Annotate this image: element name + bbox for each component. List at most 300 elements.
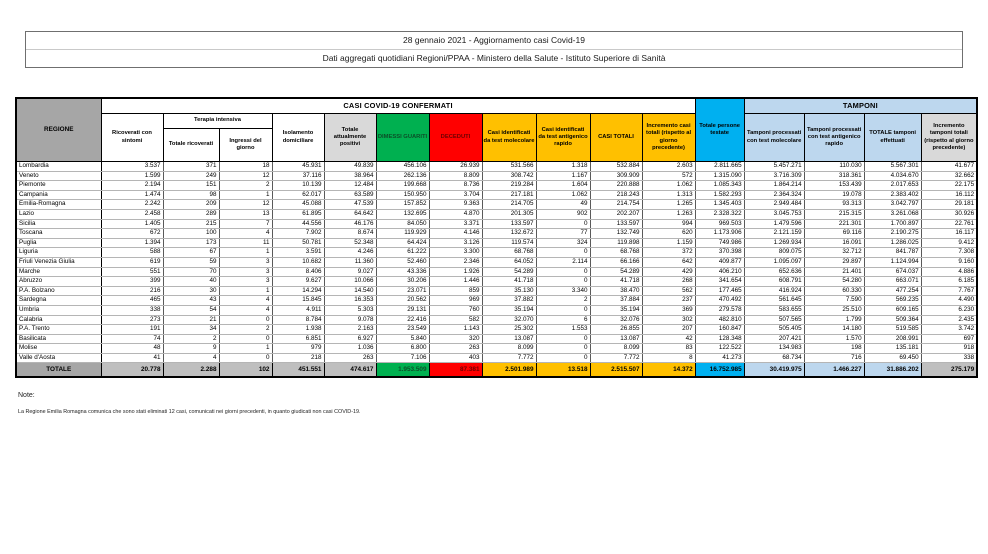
header-attualmente-positivi: Totale attualmente positivi bbox=[324, 114, 376, 162]
value-cell: 302 bbox=[642, 315, 695, 325]
region-name-cell: Liguria bbox=[16, 248, 101, 258]
value-cell: 32.662 bbox=[921, 171, 977, 181]
value-cell: 672 bbox=[101, 229, 163, 239]
value-cell: 1.570 bbox=[804, 334, 864, 344]
value-cell: 1.405 bbox=[101, 219, 163, 229]
value-cell: 652.636 bbox=[744, 267, 804, 277]
value-cell: 969.503 bbox=[695, 219, 744, 229]
value-cell: 0 bbox=[219, 315, 272, 325]
value-cell: 25.510 bbox=[804, 305, 864, 315]
covid-data-table bbox=[15, 97, 978, 378]
value-cell: 32.070 bbox=[482, 315, 536, 325]
header-incremento-casi: Incremento casi totali (rispetto al giorno precedente) bbox=[642, 114, 695, 162]
totale-cell: 1.953.509 bbox=[376, 363, 429, 378]
value-cell: 2 bbox=[219, 181, 272, 191]
value-cell: 2.114 bbox=[536, 257, 590, 267]
value-cell: 50.781 bbox=[272, 238, 324, 248]
value-cell: 588 bbox=[101, 248, 163, 258]
value-cell: 470.492 bbox=[695, 296, 744, 306]
value-cell: 4.146 bbox=[429, 229, 482, 239]
value-cell: 994 bbox=[642, 219, 695, 229]
value-cell: 22.761 bbox=[921, 219, 977, 229]
note-body: La Regione Emilia Romagna comunica che sono stati eliminati 12 casi, comunicati nei giorni precedenti, in quanto giudicati non casi COVID-19. bbox=[18, 409, 361, 416]
value-cell: 26.939 bbox=[429, 162, 482, 172]
value-cell: 133.597 bbox=[590, 219, 642, 229]
value-cell: 10.139 bbox=[272, 181, 324, 191]
value-cell: 23.549 bbox=[376, 325, 429, 335]
value-cell: 859 bbox=[429, 286, 482, 296]
value-cell: 1.938 bbox=[272, 325, 324, 335]
header-deceduti: DECEDUTI bbox=[429, 114, 482, 162]
value-cell: 8.784 bbox=[272, 315, 324, 325]
table-header bbox=[16, 98, 977, 162]
header-incremento-tamponi: Incremento tamponi totali (rispetto al giorno precedente) bbox=[921, 114, 977, 162]
totale-cell: 2.501.989 bbox=[482, 363, 536, 378]
value-cell: 674.037 bbox=[864, 267, 921, 277]
value-cell: 289 bbox=[163, 209, 219, 219]
totale-cell: 2.515.507 bbox=[590, 363, 642, 378]
header-isolamento: Isolamento domiciliare bbox=[272, 114, 324, 162]
value-cell: 14.294 bbox=[272, 286, 324, 296]
banner-tamponi: TAMPONI bbox=[744, 98, 977, 114]
totale-cell: 474.617 bbox=[324, 363, 376, 378]
value-cell: 0 bbox=[536, 305, 590, 315]
value-cell: 25.302 bbox=[482, 325, 536, 335]
value-cell: 2.603 bbox=[642, 162, 695, 172]
value-cell: 2 bbox=[536, 296, 590, 306]
value-cell: 37.882 bbox=[482, 296, 536, 306]
region-name-cell: Puglia bbox=[16, 238, 101, 248]
value-cell: 1.173.906 bbox=[695, 229, 744, 239]
value-cell: 44.556 bbox=[272, 219, 324, 229]
value-cell: 12 bbox=[219, 171, 272, 181]
value-cell: 41 bbox=[101, 353, 163, 363]
value-cell: 47.539 bbox=[324, 200, 376, 210]
value-cell: 29.181 bbox=[921, 200, 977, 210]
table-row bbox=[16, 286, 977, 296]
value-cell: 582 bbox=[429, 315, 482, 325]
value-cell: 3.716.309 bbox=[744, 171, 804, 181]
value-cell: 1.318 bbox=[536, 162, 590, 172]
value-cell: 608.791 bbox=[744, 277, 804, 287]
value-cell: 218.243 bbox=[590, 190, 642, 200]
value-cell: 199.668 bbox=[376, 181, 429, 191]
table-row bbox=[16, 267, 977, 277]
value-cell: 215.315 bbox=[804, 209, 864, 219]
value-cell: 54 bbox=[163, 305, 219, 315]
header-casi-totali: CASI TOTALI bbox=[590, 114, 642, 162]
value-cell: 4 bbox=[163, 353, 219, 363]
value-cell: 16.112 bbox=[921, 190, 977, 200]
value-cell: 429 bbox=[642, 267, 695, 277]
value-cell: 22.175 bbox=[921, 181, 977, 191]
value-cell: 26.855 bbox=[590, 325, 642, 335]
totale-cell: 13.518 bbox=[536, 363, 590, 378]
table-footer bbox=[16, 363, 977, 378]
value-cell: 93.313 bbox=[804, 200, 864, 210]
value-cell: 263 bbox=[324, 353, 376, 363]
value-cell: 202.207 bbox=[590, 209, 642, 219]
value-cell: 1.036 bbox=[324, 344, 376, 354]
value-cell: 1.926 bbox=[429, 267, 482, 277]
header-ti-totale: Totale ricoverati bbox=[163, 129, 219, 162]
totale-cell: 87.381 bbox=[429, 363, 482, 378]
header-persone-testate: Totale persone testate bbox=[695, 98, 744, 162]
value-cell: 583.655 bbox=[744, 305, 804, 315]
value-cell: 207.421 bbox=[744, 334, 804, 344]
table-row bbox=[16, 277, 977, 287]
value-cell: 338 bbox=[101, 305, 163, 315]
value-cell: 6.230 bbox=[921, 305, 977, 315]
table-row bbox=[16, 229, 977, 239]
table-row bbox=[16, 315, 977, 325]
value-cell: 54.280 bbox=[804, 277, 864, 287]
value-cell: 0 bbox=[536, 334, 590, 344]
value-cell: 237 bbox=[642, 296, 695, 306]
value-cell: 1.599 bbox=[101, 171, 163, 181]
value-cell: 0 bbox=[219, 334, 272, 344]
table-row bbox=[16, 296, 977, 306]
value-cell: 409.877 bbox=[695, 257, 744, 267]
value-cell: 279.578 bbox=[695, 305, 744, 315]
value-cell: 5.457.271 bbox=[744, 162, 804, 172]
value-cell: 215 bbox=[163, 219, 219, 229]
value-cell: 9 bbox=[163, 344, 219, 354]
value-cell: 3.742 bbox=[921, 325, 977, 335]
region-name-cell: Sardegna bbox=[16, 296, 101, 306]
value-cell: 1 bbox=[219, 286, 272, 296]
table-row bbox=[16, 248, 977, 258]
value-cell: 697 bbox=[921, 334, 977, 344]
value-cell: 320 bbox=[429, 334, 482, 344]
value-cell: 66.166 bbox=[590, 257, 642, 267]
region-name-cell: Veneto bbox=[16, 171, 101, 181]
table-row bbox=[16, 344, 977, 354]
value-cell: 5.840 bbox=[376, 334, 429, 344]
totale-cell: 20.778 bbox=[101, 363, 163, 378]
value-cell: 902 bbox=[536, 209, 590, 219]
value-cell: 68.768 bbox=[482, 248, 536, 258]
value-cell: 98 bbox=[163, 190, 219, 200]
value-cell: 2.383.402 bbox=[864, 190, 921, 200]
value-cell: 509.364 bbox=[864, 315, 921, 325]
value-cell: 1.062 bbox=[642, 181, 695, 191]
value-cell: 7.772 bbox=[482, 353, 536, 363]
value-cell: 309.909 bbox=[590, 171, 642, 181]
value-cell: 122.522 bbox=[695, 344, 744, 354]
header-dimessi-guariti: DIMESSI GUARITI bbox=[376, 114, 429, 162]
value-cell: 49.839 bbox=[324, 162, 376, 172]
value-cell: 324 bbox=[536, 238, 590, 248]
region-name-cell: Abruzzo bbox=[16, 277, 101, 287]
value-cell: 1.446 bbox=[429, 277, 482, 287]
value-cell: 3 bbox=[219, 277, 272, 287]
value-cell: 132.672 bbox=[482, 229, 536, 239]
value-cell: 32.076 bbox=[590, 315, 642, 325]
totale-cell: 16.752.985 bbox=[695, 363, 744, 378]
value-cell: 532.884 bbox=[590, 162, 642, 172]
value-cell: 716 bbox=[804, 353, 864, 363]
value-cell: 14.180 bbox=[804, 325, 864, 335]
value-cell: 1.799 bbox=[804, 315, 864, 325]
value-cell: 77 bbox=[536, 229, 590, 239]
value-cell: 5.303 bbox=[324, 305, 376, 315]
value-cell: 0 bbox=[536, 219, 590, 229]
value-cell: 370.398 bbox=[695, 248, 744, 258]
value-cell: 0 bbox=[536, 277, 590, 287]
value-cell: 0 bbox=[536, 267, 590, 277]
value-cell: 54.289 bbox=[482, 267, 536, 277]
value-cell: 29.131 bbox=[376, 305, 429, 315]
value-cell: 0 bbox=[219, 353, 272, 363]
table-body bbox=[16, 162, 977, 363]
value-cell: 416.924 bbox=[744, 286, 804, 296]
value-cell: 519.585 bbox=[864, 325, 921, 335]
value-cell: 21.401 bbox=[804, 267, 864, 277]
region-name-cell: Lombardia bbox=[16, 162, 101, 172]
value-cell: 3.537 bbox=[101, 162, 163, 172]
value-cell: 2.458 bbox=[101, 209, 163, 219]
value-cell: 1.124.994 bbox=[864, 257, 921, 267]
value-cell: 1.582.293 bbox=[695, 190, 744, 200]
value-cell: 64.424 bbox=[376, 238, 429, 248]
value-cell: 3.042.797 bbox=[864, 200, 921, 210]
value-cell: 979 bbox=[272, 344, 324, 354]
value-cell: 119.929 bbox=[376, 229, 429, 239]
value-cell: 16.117 bbox=[921, 229, 977, 239]
value-cell: 10.682 bbox=[272, 257, 324, 267]
value-cell: 760 bbox=[429, 305, 482, 315]
value-cell: 9.027 bbox=[324, 267, 376, 277]
value-cell: 67 bbox=[163, 248, 219, 258]
value-cell: 841.787 bbox=[864, 248, 921, 258]
value-cell: 809.075 bbox=[744, 248, 804, 258]
value-cell: 135.181 bbox=[864, 344, 921, 354]
value-cell: 8.674 bbox=[324, 229, 376, 239]
value-cell: 0 bbox=[536, 248, 590, 258]
value-cell: 221.301 bbox=[804, 219, 864, 229]
value-cell: 160.847 bbox=[695, 325, 744, 335]
value-cell: 119.898 bbox=[590, 238, 642, 248]
value-cell: 84.050 bbox=[376, 219, 429, 229]
value-cell: 42 bbox=[642, 334, 695, 344]
value-cell: 32.712 bbox=[804, 248, 864, 258]
table-row bbox=[16, 325, 977, 335]
value-cell: 3.261.068 bbox=[864, 209, 921, 219]
value-cell: 3 bbox=[219, 267, 272, 277]
report-title-box bbox=[25, 31, 963, 68]
value-cell: 18 bbox=[219, 162, 272, 172]
value-cell: 505.405 bbox=[744, 325, 804, 335]
value-cell: 68.734 bbox=[744, 353, 804, 363]
value-cell: 3.591 bbox=[272, 248, 324, 258]
value-cell: 61.895 bbox=[272, 209, 324, 219]
value-cell: 43 bbox=[163, 296, 219, 306]
value-cell: 5.567.301 bbox=[864, 162, 921, 172]
value-cell: 7.767 bbox=[921, 286, 977, 296]
value-cell: 620 bbox=[642, 229, 695, 239]
value-cell: 13 bbox=[219, 209, 272, 219]
value-cell: 7.106 bbox=[376, 353, 429, 363]
value-cell: 2.017.653 bbox=[864, 181, 921, 191]
value-cell: 132.749 bbox=[590, 229, 642, 239]
value-cell: 12.484 bbox=[324, 181, 376, 191]
value-cell: 64.052 bbox=[482, 257, 536, 267]
value-cell: 456.106 bbox=[376, 162, 429, 172]
value-cell: 110.030 bbox=[804, 162, 864, 172]
value-cell: 209 bbox=[163, 200, 219, 210]
value-cell: 38.964 bbox=[324, 171, 376, 181]
value-cell: 268 bbox=[642, 277, 695, 287]
value-cell: 1.159 bbox=[642, 238, 695, 248]
totale-label-cell: TOTALE bbox=[16, 363, 101, 378]
value-cell: 150.950 bbox=[376, 190, 429, 200]
value-cell: 507.565 bbox=[744, 315, 804, 325]
value-cell: 1.345.403 bbox=[695, 200, 744, 210]
value-cell: 477.254 bbox=[864, 286, 921, 296]
totale-cell: 102 bbox=[219, 363, 272, 378]
value-cell: 482.810 bbox=[695, 315, 744, 325]
value-cell: 49 bbox=[536, 200, 590, 210]
value-cell: 208.991 bbox=[864, 334, 921, 344]
report-title: 28 gennaio 2021 - Aggiornamento casi Covid-19 bbox=[403, 35, 585, 45]
value-cell: 45.931 bbox=[272, 162, 324, 172]
value-cell: 37.116 bbox=[272, 171, 324, 181]
value-cell: 22.416 bbox=[376, 315, 429, 325]
value-cell: 1.286.025 bbox=[864, 238, 921, 248]
region-name-cell: Piemonte bbox=[16, 181, 101, 191]
value-cell: 4.034.670 bbox=[864, 171, 921, 181]
value-cell: 4.870 bbox=[429, 209, 482, 219]
value-cell: 6.851 bbox=[272, 334, 324, 344]
totale-row bbox=[16, 363, 977, 378]
header-terapia-intensiva: Terapia intensiva bbox=[163, 114, 272, 129]
header-casi-molecolare: Casi identificati da test molecolare bbox=[482, 114, 536, 162]
value-cell: 41.718 bbox=[590, 277, 642, 287]
value-cell: 4.246 bbox=[324, 248, 376, 258]
value-cell: 52.348 bbox=[324, 238, 376, 248]
value-cell: 562 bbox=[642, 286, 695, 296]
region-name-cell: Campania bbox=[16, 190, 101, 200]
value-cell: 134.983 bbox=[744, 344, 804, 354]
value-cell: 40 bbox=[163, 277, 219, 287]
value-cell: 48 bbox=[101, 344, 163, 354]
value-cell: 43.336 bbox=[376, 267, 429, 277]
value-cell: 6.185 bbox=[921, 277, 977, 287]
value-cell: 6.800 bbox=[376, 344, 429, 354]
value-cell: 207 bbox=[642, 325, 695, 335]
value-cell: 30.926 bbox=[921, 209, 977, 219]
value-cell: 214.705 bbox=[482, 200, 536, 210]
value-cell: 1.263 bbox=[642, 209, 695, 219]
value-cell: 11.360 bbox=[324, 257, 376, 267]
value-cell: 308.742 bbox=[482, 171, 536, 181]
value-cell: 572 bbox=[642, 171, 695, 181]
value-cell: 7.902 bbox=[272, 229, 324, 239]
value-cell: 10.066 bbox=[324, 277, 376, 287]
region-name-cell: Sicilia bbox=[16, 219, 101, 229]
value-cell: 217.181 bbox=[482, 190, 536, 200]
value-cell: 2.121.159 bbox=[744, 229, 804, 239]
value-cell: 198 bbox=[804, 344, 864, 354]
header-tamponi-totale: TOTALE tamponi effettuati bbox=[864, 114, 921, 162]
value-cell: 1 bbox=[219, 248, 272, 258]
value-cell: 69.450 bbox=[864, 353, 921, 363]
value-cell: 3.371 bbox=[429, 219, 482, 229]
table-row bbox=[16, 181, 977, 191]
value-cell: 7 bbox=[219, 219, 272, 229]
value-cell: 372 bbox=[642, 248, 695, 258]
region-name-cell: P.A. Bolzano bbox=[16, 286, 101, 296]
value-cell: 41.718 bbox=[482, 277, 536, 287]
value-cell: 1 bbox=[219, 190, 272, 200]
value-cell: 4 bbox=[219, 296, 272, 306]
region-name-cell: Molise bbox=[16, 344, 101, 354]
report-subtitle: Dati aggregati quotidiani Regioni/PPAA - Ministero della Salute - Istituto Superiore di Sanità bbox=[26, 49, 962, 67]
totale-cell: 2.288 bbox=[163, 363, 219, 378]
table-row bbox=[16, 353, 977, 363]
value-cell: 15.845 bbox=[272, 296, 324, 306]
value-cell: 41.677 bbox=[921, 162, 977, 172]
region-name-cell: Calabria bbox=[16, 315, 101, 325]
value-cell: 8.736 bbox=[429, 181, 482, 191]
value-cell: 619 bbox=[101, 257, 163, 267]
value-cell: 341.654 bbox=[695, 277, 744, 287]
value-cell: 70 bbox=[163, 267, 219, 277]
region-name-cell: Lazio bbox=[16, 209, 101, 219]
value-cell: 0 bbox=[536, 344, 590, 354]
totale-cell: 1.466.227 bbox=[804, 363, 864, 378]
value-cell: 6.927 bbox=[324, 334, 376, 344]
region-name-cell: Emilia-Romagna bbox=[16, 200, 101, 210]
value-cell: 1.394 bbox=[101, 238, 163, 248]
table-row bbox=[16, 209, 977, 219]
value-cell: 1.479.596 bbox=[744, 219, 804, 229]
region-name-cell: Umbria bbox=[16, 305, 101, 315]
value-cell: 19.078 bbox=[804, 190, 864, 200]
value-cell: 1.269.934 bbox=[744, 238, 804, 248]
value-cell: 35.194 bbox=[482, 305, 536, 315]
value-cell: 34 bbox=[163, 325, 219, 335]
value-cell: 2.949.484 bbox=[744, 200, 804, 210]
value-cell: 318.361 bbox=[804, 171, 864, 181]
value-cell: 216 bbox=[101, 286, 163, 296]
value-cell: 100 bbox=[163, 229, 219, 239]
value-cell: 1.553 bbox=[536, 325, 590, 335]
value-cell: 3.704 bbox=[429, 190, 482, 200]
value-cell: 2.364.324 bbox=[744, 190, 804, 200]
value-cell: 1.265 bbox=[642, 200, 695, 210]
table-row bbox=[16, 334, 977, 344]
table-row bbox=[16, 171, 977, 181]
value-cell: 8 bbox=[642, 353, 695, 363]
value-cell: 1.095.097 bbox=[744, 257, 804, 267]
value-cell: 7.590 bbox=[804, 296, 864, 306]
table-row bbox=[16, 219, 977, 229]
value-cell: 157.852 bbox=[376, 200, 429, 210]
table-row bbox=[16, 305, 977, 315]
value-cell: 2.163 bbox=[324, 325, 376, 335]
value-cell: 569.235 bbox=[864, 296, 921, 306]
value-cell: 2 bbox=[219, 325, 272, 335]
value-cell: 273 bbox=[101, 315, 163, 325]
value-cell: 4 bbox=[219, 229, 272, 239]
value-cell: 1 bbox=[219, 344, 272, 354]
region-name-cell: Valle d'Aosta bbox=[16, 353, 101, 363]
header-tamponi-molecolare: Tamponi processati con test molecolare bbox=[744, 114, 804, 162]
value-cell: 173 bbox=[163, 238, 219, 248]
value-cell: 1.167 bbox=[536, 171, 590, 181]
